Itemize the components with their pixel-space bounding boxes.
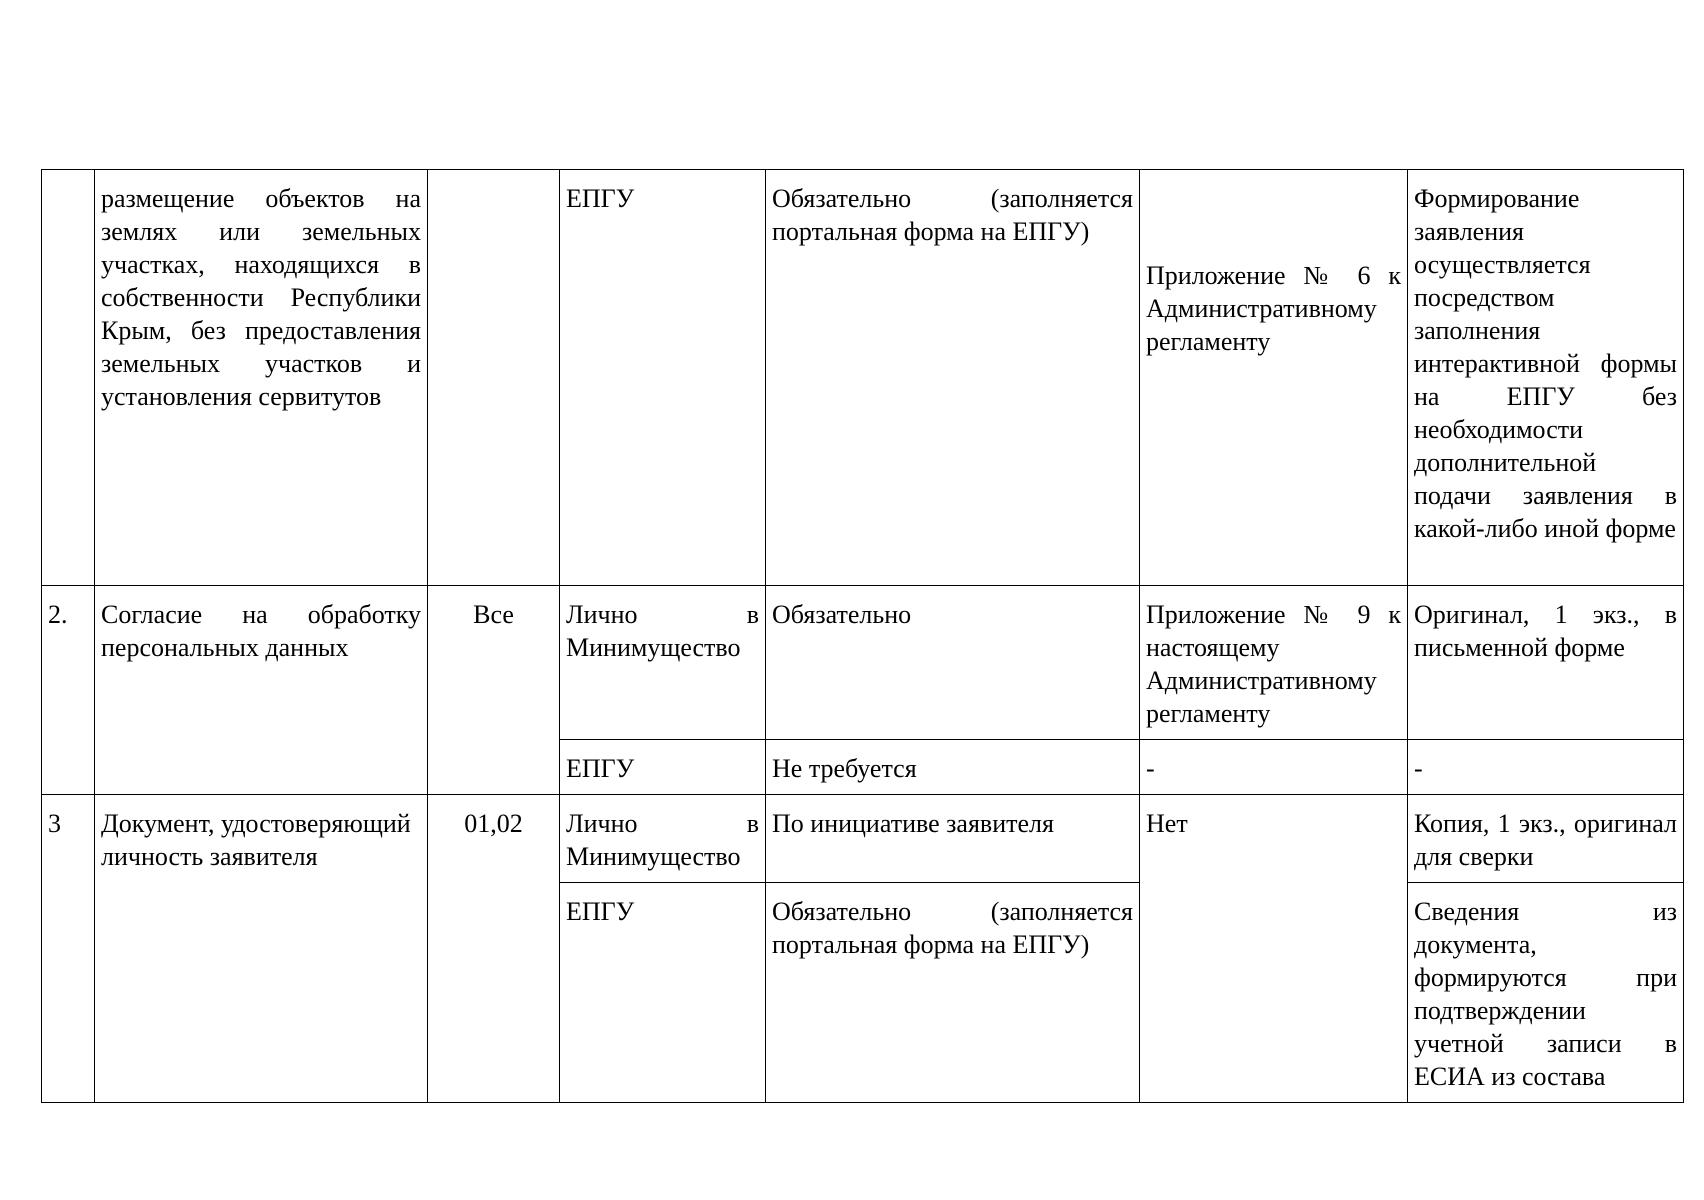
note-cell: Копия, 1 экз., оригинал для сверки <box>1408 795 1684 883</box>
document-name-cell: размещение объектов на землях или земельных участках, находящихся в собственности Республики Крым, без предоставления земельных участков и установления сервитутов <box>95 170 428 586</box>
note-cell: Оригинал, 1 экз., в письменной форме <box>1408 586 1684 740</box>
form-reference-cell: - <box>1140 740 1408 795</box>
form-reference-cell: Приложение № 9 к настоящему Административному регламенту <box>1140 586 1408 740</box>
row-number-cell <box>42 170 95 586</box>
submission-way-cell: Лично в Минимущество <box>560 795 766 883</box>
form-reference-cell: Приложение № 6 к Административному регламенту <box>1140 170 1408 586</box>
form-reference-cell: Нет <box>1140 795 1408 1103</box>
row-number-cell: 3 <box>42 795 95 1103</box>
row-number-cell: 2. <box>42 586 95 795</box>
requirement-cell: По инициативе заявителя <box>766 795 1140 883</box>
table-row <box>42 170 1684 586</box>
submission-way-cell: ЕПГУ <box>560 170 766 586</box>
table-row <box>42 586 1684 740</box>
submission-way-cell: ЕПГУ <box>560 883 766 1103</box>
requirement-cell: Обязательно (заполняется портальная форма на ЕПГУ) <box>766 170 1140 586</box>
table-row <box>42 795 1684 883</box>
applicant-category-cell <box>428 170 560 586</box>
submission-way-cell: Лично в Минимущество <box>560 586 766 740</box>
document-name-cell: Согласие на обработку персональных данных <box>95 586 428 795</box>
applicant-category-cell: Все <box>428 586 560 795</box>
submission-way-cell: ЕПГУ <box>560 740 766 795</box>
requirement-cell: Обязательно <box>766 586 1140 740</box>
note-cell: Формирование заявления осуществляется посредством заполнения интерактивной формы на ЕПГУ без необходимости дополнительной подачи заявления в какой-либо иной форме <box>1408 170 1684 586</box>
document-name-cell: Документ, удостоверяющий личность заявителя <box>95 795 428 1103</box>
requirements-table <box>41 169 1684 1103</box>
note-cell: Сведения из документа, формируются при подтверждении учетной записи в ЕСИА из состава <box>1408 883 1684 1103</box>
applicant-category-cell: 01,02 <box>428 795 560 1103</box>
note-cell: - <box>1408 740 1684 795</box>
requirement-cell: Обязательно (заполняется портальная форма на ЕПГУ) <box>766 883 1140 1103</box>
requirement-cell: Не требуется <box>766 740 1140 795</box>
